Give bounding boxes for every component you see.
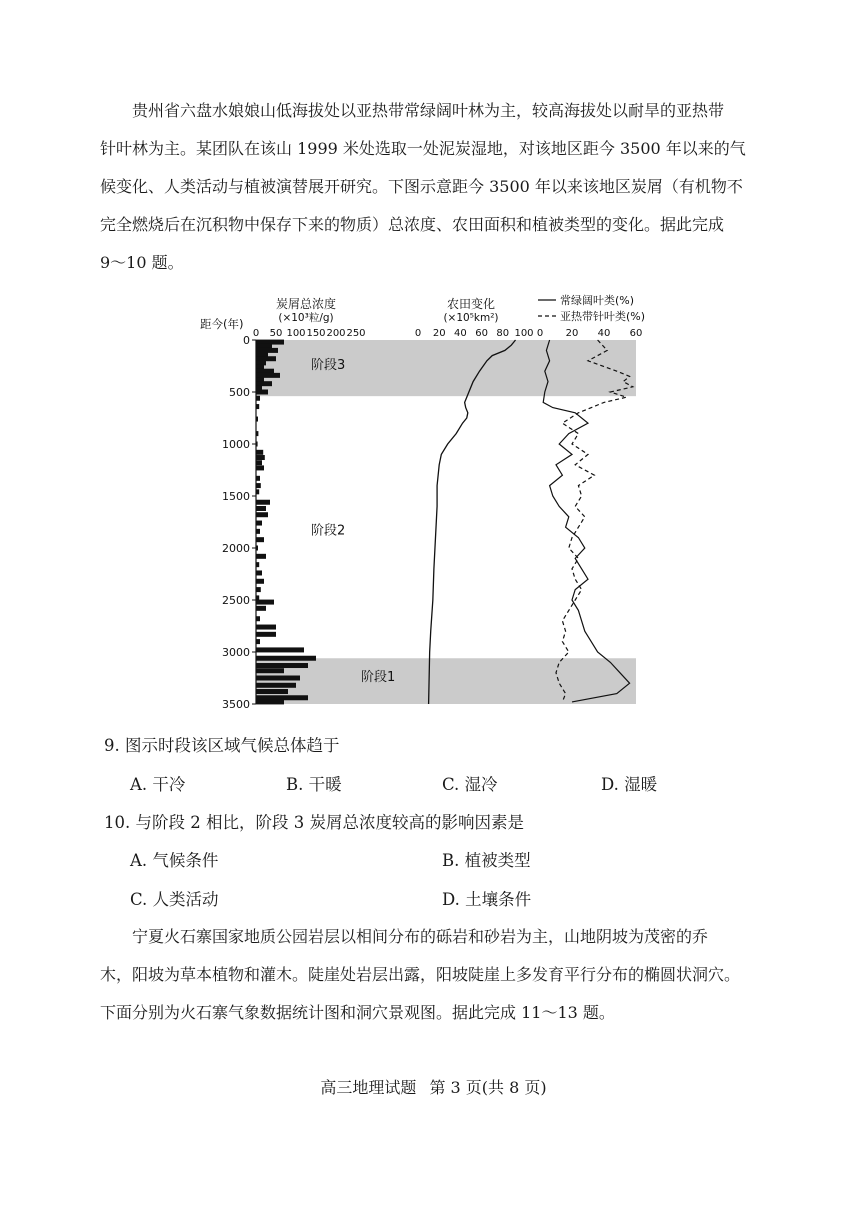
question-10-stem: 10. 与阶段 2 相比，阶段 3 炭屑总浓度较高的影响因素是 <box>104 813 524 832</box>
stage-shade <box>256 658 636 704</box>
q9-option-b[interactable]: B. 干暖 <box>286 775 342 794</box>
charcoal-bar <box>256 639 260 644</box>
q10-option-d[interactable]: D. 土壤条件 <box>442 890 532 909</box>
q9-option-c[interactable]: C. 湿冷 <box>442 775 498 794</box>
age-tick-label: 2500 <box>222 594 250 607</box>
charcoal-bar <box>256 460 262 465</box>
farmland-tick-label: 40 <box>454 328 467 339</box>
page-footer <box>0 1075 867 1098</box>
vegetation-tick-label: 0 <box>536 328 544 339</box>
charcoal-bar <box>256 606 266 611</box>
charcoal-bar <box>256 450 263 455</box>
charcoal-tick-label: 250 <box>346 328 366 339</box>
footer-page-number: 第 3 页(共 8 页) <box>429 1078 547 1097</box>
charcoal-bar <box>256 632 276 637</box>
charcoal-bar <box>256 656 316 661</box>
farmland-tick-label: 20 <box>432 328 446 339</box>
vegetation-tick-label: 20 <box>565 328 579 339</box>
charcoal-bar <box>256 404 259 409</box>
charcoal-bar <box>256 431 258 436</box>
farmland-title: 农田变化 <box>446 297 496 311</box>
footer-subject: 高三地理试题 <box>320 1078 417 1097</box>
charcoal-bar <box>256 683 296 688</box>
charcoal-bar <box>256 554 266 559</box>
charcoal-bar <box>256 546 258 551</box>
charcoal-bar <box>256 689 288 694</box>
intro-1-line: 9～10 题。 <box>100 253 184 272</box>
charcoal-bar <box>256 570 262 575</box>
stage-label: 阶段1 <box>361 670 396 686</box>
charcoal-bar <box>256 512 268 517</box>
charcoal-bar <box>256 417 258 422</box>
charcoal-tick-label: 50 <box>269 328 283 339</box>
charcoal-bar <box>256 625 276 630</box>
charcoal-bar <box>256 465 264 470</box>
intro-1-line: 完全燃烧后在沉积物中保存下来的物质）总浓度、农田面积和植被类型的变化。据此完成 <box>100 215 725 234</box>
stage-label: 阶段3 <box>311 358 346 374</box>
q10-option-c[interactable]: C. 人类活动 <box>130 890 219 909</box>
charcoal-bar <box>256 616 260 621</box>
age-tick-label: 3000 <box>222 646 250 659</box>
farmland-tick-label: 100 <box>514 328 534 339</box>
charcoal-bar <box>256 521 262 526</box>
intro-1-line: 针叶林为主。某团队在该山 1999 米处选取一处泥炭湿地，对该地区距今 3500 年以来的气 <box>100 139 746 158</box>
charcoal-bar <box>256 537 264 542</box>
intro-passage-2 <box>100 918 770 1032</box>
farmland-tick-label: 80 <box>496 328 510 339</box>
farmland-unit: (×10⁵km²) <box>443 312 499 324</box>
age-tick-label: 2000 <box>222 542 250 555</box>
charcoal-tick-label: 200 <box>326 328 346 339</box>
intro-2-line: 木，阳坡为草本植物和灌木。陡崖处岩层出露，阳坡陡崖上多发育平行分布的椭圆状洞穴。 <box>100 965 741 984</box>
intro-2-line: 宁夏火石寨国家地质公园岩层以相间分布的砾岩和砂岩为主，山地阴坡为茂密的乔 <box>132 927 709 946</box>
vegetation-tick-label: 60 <box>629 328 643 339</box>
charcoal-bar <box>256 676 300 681</box>
charcoal-bar <box>256 455 265 460</box>
charcoal-bar <box>256 529 260 534</box>
age-tick-label: 1500 <box>222 490 250 503</box>
charcoal-tick-label: 150 <box>306 328 326 339</box>
vegetation-tick-label: 40 <box>597 328 611 339</box>
intro-passage-1 <box>100 92 770 282</box>
age-tick-label: 500 <box>229 386 250 399</box>
charcoal-bar <box>256 396 260 401</box>
vegetation-legend-label: 亚热带针叶类(%) <box>560 310 646 323</box>
age-tick-label: 1000 <box>222 438 250 451</box>
charcoal-bar <box>256 562 259 567</box>
charcoal-bar <box>256 663 308 668</box>
age-tick-label: 3500 <box>222 698 250 711</box>
farmland-tick-label: 0 <box>414 328 422 339</box>
charcoal-tick-label: 0 <box>252 328 260 339</box>
charcoal-unit: (×10³粒/g) <box>278 312 334 324</box>
charcoal-title: 炭屑总浓度 <box>275 297 337 311</box>
paleo-chart <box>196 290 656 715</box>
charcoal-bar <box>256 476 260 481</box>
charcoal-bar <box>256 390 268 395</box>
age-axis-label: 距今(年) <box>200 317 244 331</box>
vegetation-legend-label: 常绿阔叶类(%) <box>560 294 635 307</box>
question-9-stem: 9. 图示时段该区域气候总体趋于 <box>104 736 340 755</box>
intro-1-line: 贵州省六盘水娘娘山低海拔处以亚热带常绿阔叶林为主，较高海拔处以耐旱的亚热带 <box>132 101 725 120</box>
farmland-tick-label: 60 <box>475 328 488 339</box>
intro-1-line: 候变化、人类活动与植被演替展开研究。下图示意距今 3500 年以来该地区炭屑（有机物不 <box>100 177 743 196</box>
charcoal-bar <box>256 668 284 673</box>
stage-label: 阶段2 <box>311 523 346 539</box>
charcoal-bar <box>256 500 270 505</box>
q9-option-d[interactable]: D. 湿暖 <box>601 775 658 794</box>
charcoal-bar <box>256 699 284 704</box>
charcoal-bar <box>256 579 264 584</box>
charcoal-bar <box>256 442 258 447</box>
q10-option-a[interactable]: A. 气候条件 <box>130 851 219 870</box>
charcoal-bar <box>256 600 274 605</box>
age-tick-label: 0 <box>243 334 250 347</box>
intro-2-line: 下面分别为火石寨气象数据统计图和洞穴景观图。据此完成 11～13 题。 <box>100 1003 615 1022</box>
charcoal-bar <box>256 587 261 592</box>
charcoal-bar <box>256 506 266 511</box>
charcoal-bar <box>256 483 261 488</box>
charcoal-bar <box>256 489 259 494</box>
charcoal-tick-label: 100 <box>286 328 306 339</box>
q10-option-b[interactable]: B. 植被类型 <box>442 851 531 870</box>
q9-option-a[interactable]: A. 干冷 <box>130 775 186 794</box>
charcoal-bar <box>256 647 304 652</box>
